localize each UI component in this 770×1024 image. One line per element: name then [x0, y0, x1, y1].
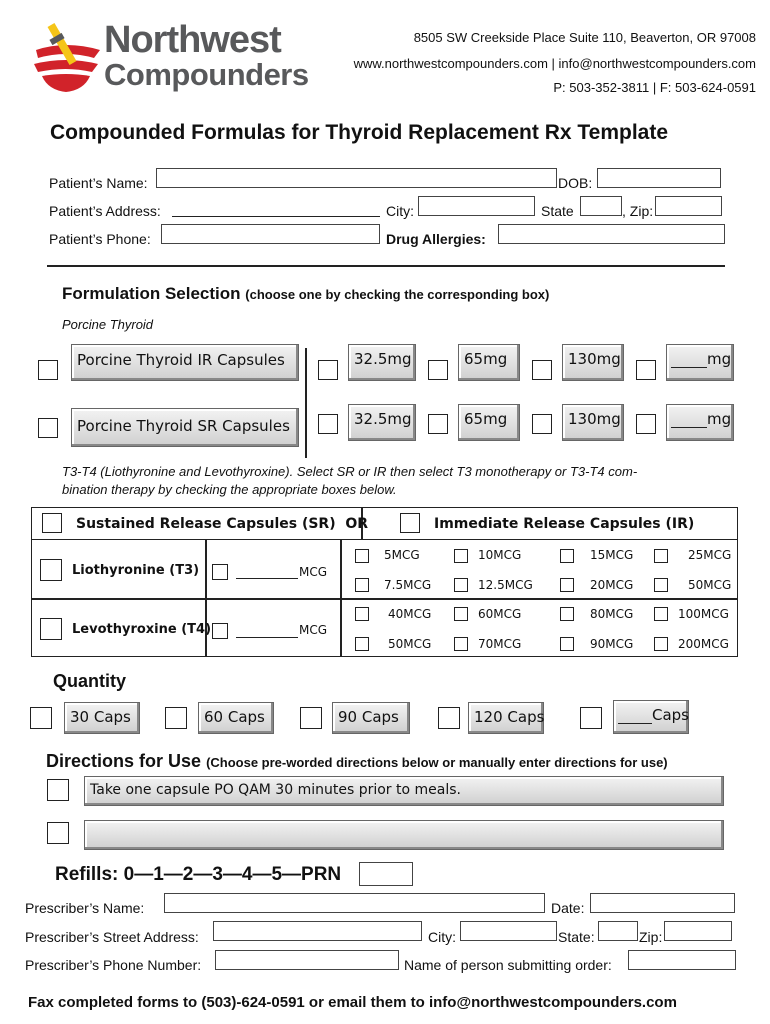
- date-field[interactable]: [590, 893, 735, 913]
- porcine-sr-dose-2-checkbox[interactable]: [428, 414, 448, 434]
- t3-checkbox[interactable]: [40, 559, 62, 581]
- porcine-ir-custom-checkbox[interactable]: [636, 360, 656, 380]
- prescriber-city-field[interactable]: [460, 921, 557, 941]
- prescriber-city-label: City:: [428, 929, 456, 945]
- patient-name-label: Patient’s Name:: [49, 175, 148, 191]
- refills-label: Refills: 0—1—2—3—4—5—PRN: [55, 864, 342, 885]
- zip-label: , Zip:: [622, 203, 654, 219]
- footer-instructions: Fax completed forms to (503)-624-0591 or email them to info@northwestcompounders.com: [28, 994, 677, 1011]
- directions-preset-field[interactable]: Take one capsule PO QAM 30 minutes prior to meals.: [84, 776, 724, 806]
- t3-custom-unit: MCG: [299, 565, 328, 579]
- logo-line1: Northwest: [104, 19, 281, 61]
- porcine-sr-checkbox[interactable]: [38, 418, 58, 438]
- prescriber-zip-label: Zip:: [639, 929, 663, 945]
- t4-option-label: 100MCG: [678, 607, 729, 621]
- patient-name-field[interactable]: [156, 168, 557, 188]
- page-title: Compounded Formulas for Thyroid Replacement Rx Template: [50, 121, 669, 144]
- prescriber-state-label: State:: [558, 929, 595, 945]
- t4-custom-amount[interactable]: [236, 619, 298, 638]
- porcine-sr-custom-checkbox[interactable]: [636, 414, 656, 434]
- t3-option-label: 15MCG: [590, 548, 634, 562]
- prescriber-street-field[interactable]: [213, 921, 422, 941]
- porcine-sr-dose-1-button[interactable]: 32.5mg: [348, 404, 416, 441]
- submitter-field[interactable]: [628, 950, 736, 970]
- t4-custom-unit: MCG: [299, 623, 328, 637]
- t3-label: Liothyronine (T3): [72, 563, 200, 578]
- t3-option-checkbox[interactable]: [560, 549, 574, 563]
- t4-option-label: 50MCG: [388, 637, 432, 651]
- quantity-90-button[interactable]: 90 Caps: [332, 702, 410, 734]
- porcine-sr-custom-dose-input[interactable]: [671, 409, 707, 428]
- porcine-sr-button[interactable]: Porcine Thyroid SR Capsules: [71, 408, 299, 447]
- quantity-30-checkbox[interactable]: [30, 707, 52, 729]
- t4-option-label: 80MCG: [590, 607, 634, 621]
- t3-custom-amount[interactable]: [236, 560, 298, 579]
- submitter-label: Name of person submitting order:: [404, 957, 612, 973]
- porcine-ir-custom-dose[interactable]: [666, 344, 734, 381]
- t3-option-label: 50MCG: [688, 578, 732, 592]
- t3-custom-checkbox[interactable]: [212, 564, 228, 580]
- patient-address-field[interactable]: [172, 198, 380, 217]
- company-address: 8505 SW Creekside Place Suite 110, Beaverton, OR 97008: [413, 30, 756, 45]
- t4-label: Levothyroxine (T4): [72, 622, 212, 637]
- quantity-custom-unit: Caps: [652, 706, 690, 724]
- t3-option-label: 7.5MCG: [384, 578, 432, 592]
- quantity-60-checkbox[interactable]: [165, 707, 187, 729]
- drug-allergies-label: Drug Allergies:: [386, 231, 486, 247]
- release-or-label: OR: [345, 516, 369, 532]
- prescriber-zip-field[interactable]: [664, 921, 732, 941]
- porcine-sr-dose-3-checkbox[interactable]: [532, 414, 552, 434]
- dob-label: DOB:: [558, 175, 593, 191]
- quantity-60-button[interactable]: 60 Caps: [198, 702, 274, 734]
- directions-heading-note: (Choose pre-worded directions below or manually enter directions for use): [206, 755, 668, 770]
- formulation-heading-note: (choose one by checking the corresponding box): [245, 287, 550, 302]
- prescriber-name-label: Prescriber’s Name:: [25, 900, 145, 916]
- t4-option-checkbox[interactable]: [454, 637, 468, 651]
- t4-option-checkbox[interactable]: [355, 607, 369, 621]
- section-divider: [47, 265, 725, 267]
- sr-release-checkbox[interactable]: [42, 513, 62, 533]
- company-phone-fax: P: 503-352-3811 | F: 503-624-0591: [553, 80, 756, 95]
- dob-field[interactable]: [597, 168, 721, 188]
- t3-option-checkbox[interactable]: [355, 549, 369, 563]
- quantity-90-checkbox[interactable]: [300, 707, 322, 729]
- porcine-ir-custom-unit: mg: [707, 350, 732, 368]
- sr-release-text: Sustained Release Capsules (SR): [76, 516, 336, 532]
- t3t4-note-line1: T3-T4 (Liothyronine and Levothyroxine). Select SR or IR then select T3 monotherapy or T3-T4 com-: [62, 464, 638, 479]
- porcine-ir-dose-3-checkbox[interactable]: [532, 360, 552, 380]
- mortar-pestle-icon: [28, 16, 104, 96]
- quantity-120-checkbox[interactable]: [438, 707, 460, 729]
- t4-option-checkbox[interactable]: [454, 607, 468, 621]
- quantity-custom-input[interactable]: [618, 705, 652, 724]
- date-label: Date:: [551, 900, 585, 916]
- t4-option-checkbox[interactable]: [560, 607, 574, 621]
- directions-preset-checkbox[interactable]: [47, 779, 69, 801]
- quantity-custom-field[interactable]: [613, 700, 689, 734]
- t3t4-note-line2: bination therapy by checking the appropriate boxes below.: [62, 482, 397, 497]
- ir-release-label: Immediate Release Capsules (IR): [434, 516, 695, 532]
- t3-option-checkbox[interactable]: [654, 578, 668, 592]
- city-field[interactable]: [418, 196, 535, 216]
- porcine-thyroid-subheading: Porcine Thyroid: [62, 317, 154, 332]
- t3-option-checkbox[interactable]: [654, 549, 668, 563]
- porcine-ir-dose-2-checkbox[interactable]: [428, 360, 448, 380]
- porcine-sr-dose-2-button[interactable]: 65mg: [458, 404, 520, 441]
- refills-field[interactable]: [359, 862, 413, 886]
- company-web-email: www.northwestcompounders.com | info@northwestcompounders.com: [353, 56, 756, 71]
- formulation-heading: [62, 284, 549, 305]
- t4-option-checkbox[interactable]: [654, 637, 668, 651]
- t3-t4-col-divider-1: [205, 539, 207, 657]
- quantity-heading: Quantity: [53, 671, 127, 691]
- zip-field[interactable]: [655, 196, 722, 216]
- t4-option-label: 70MCG: [478, 637, 522, 651]
- t4-custom-checkbox[interactable]: [212, 623, 228, 639]
- t3-t4-col-divider-2: [340, 539, 342, 657]
- city-label: City:: [386, 203, 414, 219]
- t4-option-label: 40MCG: [388, 607, 432, 621]
- porcine-ir-dose-2-button[interactable]: 65mg: [458, 344, 520, 381]
- porcine-ir-dose-1-checkbox[interactable]: [318, 360, 338, 380]
- sr-release-label: [76, 516, 368, 532]
- t3-t4-row-divider: [31, 598, 738, 600]
- porcine-ir-dose-3-button[interactable]: 130mg: [562, 344, 624, 381]
- porcine-sr-dose-3-button[interactable]: 130mg: [562, 404, 624, 441]
- drug-allergies-field[interactable]: [498, 224, 725, 244]
- porcine-sr-dose-1-checkbox[interactable]: [318, 414, 338, 434]
- t3-option-checkbox[interactable]: [454, 549, 468, 563]
- directions-heading: [46, 751, 668, 773]
- prescriber-phone-label: Prescriber’s Phone Number:: [25, 957, 202, 973]
- t3-option-label: 5MCG: [384, 548, 420, 562]
- t3-option-label: 12.5MCG: [478, 578, 533, 592]
- prescriber-phone-field[interactable]: [215, 950, 399, 970]
- t4-option-checkbox[interactable]: [654, 607, 668, 621]
- ir-release-checkbox[interactable]: [400, 513, 420, 533]
- column-divider: [305, 348, 307, 458]
- porcine-ir-checkbox[interactable]: [38, 360, 58, 380]
- state-field[interactable]: [580, 196, 622, 216]
- prescriber-state-field[interactable]: [598, 921, 638, 941]
- t3-option-checkbox[interactable]: [454, 578, 468, 592]
- logo-line2: Compounders: [104, 57, 309, 92]
- patient-phone-label: Patient’s Phone:: [49, 231, 151, 247]
- quantity-30-button[interactable]: 30 Caps: [64, 702, 140, 734]
- porcine-ir-button[interactable]: Porcine Thyroid IR Capsules: [71, 344, 299, 381]
- t3-option-label: 20MCG: [590, 578, 634, 592]
- t4-checkbox[interactable]: [40, 618, 62, 640]
- t4-option-checkbox[interactable]: [560, 637, 574, 651]
- t4-option-label: 60MCG: [478, 607, 522, 621]
- t3-option-checkbox[interactable]: [355, 578, 369, 592]
- porcine-ir-custom-dose-input[interactable]: [671, 349, 707, 368]
- t3-option-checkbox[interactable]: [560, 578, 574, 592]
- state-label: State: [541, 203, 574, 219]
- prescriber-name-field[interactable]: [164, 893, 545, 913]
- t4-option-label: 200MCG: [678, 637, 729, 651]
- t4-option-checkbox[interactable]: [355, 637, 369, 651]
- directions-custom-field[interactable]: [84, 820, 724, 850]
- t3-option-label: 25MCG: [688, 548, 732, 562]
- porcine-sr-custom-unit: mg: [707, 410, 732, 428]
- porcine-sr-custom-dose[interactable]: [666, 404, 734, 441]
- prescriber-street-label: Prescriber’s Street Address:: [25, 929, 199, 945]
- formulation-heading-title: Formulation Selection: [62, 284, 241, 303]
- directions-custom-checkbox[interactable]: [47, 822, 69, 844]
- patient-address-label: Patient’s Address:: [49, 203, 161, 219]
- quantity-custom-checkbox[interactable]: [580, 707, 602, 729]
- directions-heading-title: Directions for Use: [46, 751, 202, 771]
- patient-phone-field[interactable]: [161, 224, 380, 244]
- t3-option-label: 10MCG: [478, 548, 522, 562]
- porcine-ir-dose-1-button[interactable]: 32.5mg: [348, 344, 416, 381]
- quantity-120-button[interactable]: 120 Caps: [468, 702, 544, 734]
- t4-option-label: 90MCG: [590, 637, 634, 651]
